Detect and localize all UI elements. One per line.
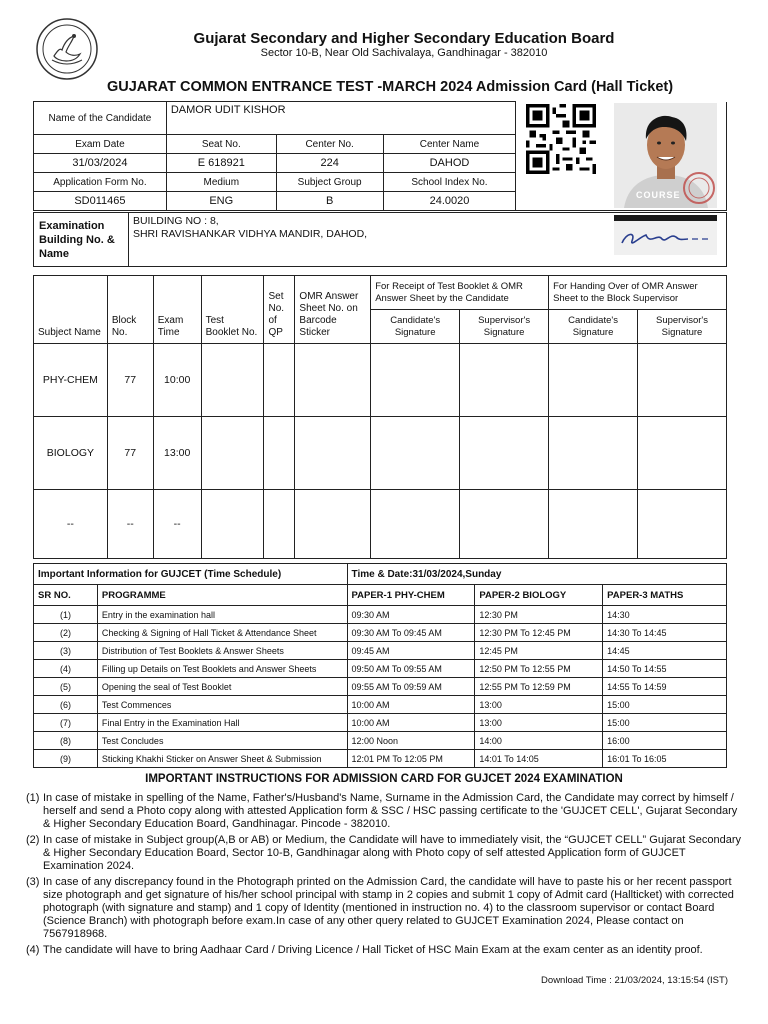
programme: Filling up Details on Test Booklets and Answer Sheets <box>97 660 347 678</box>
programme: Test Concludes <box>97 732 347 750</box>
table-row <box>34 678 727 696</box>
center-name: DAHOD <box>383 154 516 173</box>
sr: (8) <box>34 732 98 750</box>
sr: (1) <box>34 606 98 624</box>
row-booklet <box>201 490 264 559</box>
p1: 09:45 AM <box>347 642 475 660</box>
p1: 10:00 AM <box>347 714 475 732</box>
name-label: Name of the Candidate <box>34 102 167 135</box>
row-sig <box>460 417 549 490</box>
sr: (2) <box>34 624 98 642</box>
instruction-number: (4) <box>26 944 40 956</box>
p1: 09:30 AM <box>347 606 475 624</box>
programme: Final Entry in the Examination Hall <box>97 714 347 732</box>
row-sig <box>460 344 549 417</box>
table-row <box>34 696 727 714</box>
medium: ENG <box>166 192 276 211</box>
table-row <box>34 490 727 559</box>
p3: 15:00 <box>603 696 727 714</box>
exam-date: 31/03/2024 <box>34 154 167 173</box>
row-set <box>264 417 295 490</box>
photo-watermark: COURSE <box>636 190 681 200</box>
row-block: -- <box>107 490 153 559</box>
qr-code-icon <box>525 104 597 174</box>
row-sig <box>371 344 460 417</box>
col-paper2: PAPER-2 BIOLOGY <box>475 585 603 606</box>
col-programme: PROGRAMME <box>97 585 347 606</box>
row-set <box>264 490 295 559</box>
p1: 09:30 AM To 09:45 AM <box>347 624 475 642</box>
subject-group-label: Subject Group <box>276 173 383 192</box>
row-sig <box>371 490 460 559</box>
row-sig <box>637 490 726 559</box>
row-omr <box>295 417 371 490</box>
row-sig <box>549 344 638 417</box>
programme: Entry in the examination hall <box>97 606 347 624</box>
header <box>0 0 768 100</box>
row-time: 13:00 <box>153 417 201 490</box>
list-item <box>26 944 746 957</box>
instructions-list <box>26 792 746 960</box>
building-label: Examination Building No. & Name <box>34 213 129 267</box>
sr: (7) <box>34 714 98 732</box>
p1: 10:00 AM <box>347 696 475 714</box>
col-paper3: PAPER-3 MATHS <box>603 585 727 606</box>
row-sig <box>460 490 549 559</box>
programme: Opening the seal of Test Booklet <box>97 678 347 696</box>
receipt-header: For Receipt of Test Booklet & OMR Answer Sheet by the Candidate <box>371 276 549 310</box>
booklet-header: Test Booklet No. <box>201 276 264 344</box>
schedule-title: Important Information for GUJCET (Time Schedule) <box>34 564 348 585</box>
row-time: 10:00 <box>153 344 201 417</box>
table-row <box>34 417 727 490</box>
p3: 16:01 To 16:05 <box>603 750 727 768</box>
card-title: GUJARAT COMMON ENTRANCE TEST -MARCH 2024 Admission Card (Hall Ticket) <box>106 79 674 95</box>
row-subject: -- <box>34 490 108 559</box>
p1: 12:00 Noon <box>347 732 475 750</box>
row-sig <box>637 417 726 490</box>
signature-icon <box>614 215 717 255</box>
p3: 14:45 <box>603 642 727 660</box>
set-header: Set No. of QP <box>264 276 295 344</box>
time-header: Exam Time <box>153 276 201 344</box>
instruction-text: In case of mistake in Subject group(A,B or AB) or Medium, the Candidate will have to immediately visit, the “GUJCET CELL” Gujarat Secondary & Higher Secondary Education Board, Sector 10-B, Gandhinagar along with Photo copy of self attested Application form of GUJCET Examination 2024. <box>43 834 741 872</box>
table-row <box>34 606 727 624</box>
programme: Test Commences <box>97 696 347 714</box>
exam-date-label: Exam Date <box>34 135 167 154</box>
row-subject: BIOLOGY <box>34 417 108 490</box>
row-sig <box>549 417 638 490</box>
row-set <box>264 344 295 417</box>
p2: 14:00 <box>475 732 603 750</box>
handover-supervisor-sig-header: Supervisor's Signature <box>637 310 726 344</box>
p1: 09:55 AM To 09:59 AM <box>347 678 475 696</box>
row-booklet <box>201 344 264 417</box>
row-omr <box>295 490 371 559</box>
instruction-number: (2) <box>26 834 40 846</box>
center-name-label: Center Name <box>383 135 516 154</box>
subject-group: B <box>276 192 383 211</box>
medium-label: Medium <box>166 173 276 192</box>
instruction-number: (3) <box>26 876 40 888</box>
receipt-supervisor-sig-header: Supervisor's Signature <box>460 310 549 344</box>
handover-header: For Handing Over of OMR Answer Sheet to the Block Supervisor <box>549 276 727 310</box>
block-header: Block No. <box>107 276 153 344</box>
table-row <box>34 344 727 417</box>
schedule-table <box>33 563 727 768</box>
row-subject: PHY-CHEM <box>34 344 108 417</box>
p3: 15:00 <box>603 714 727 732</box>
p3: 14:30 To 14:45 <box>603 624 727 642</box>
instructions-title: IMPORTANT INSTRUCTIONS FOR ADMISSION CARD FOR GUJCET 2024 EXAMINATION <box>145 773 623 785</box>
building-line-1: BUILDING NO : 8, <box>132 215 219 227</box>
p2: 12:30 PM To 12:45 PM <box>475 624 603 642</box>
candidate-signature <box>614 215 717 255</box>
candidate-photo <box>614 103 717 208</box>
handover-candidate-sig-header: Candidate's Signature <box>549 310 638 344</box>
list-item <box>26 876 746 941</box>
board-name: Gujarat Secondary and Higher Secondary Education Board <box>193 30 615 47</box>
p2: 12:55 PM To 12:59 PM <box>475 678 603 696</box>
p2: 12:50 PM To 12:55 PM <box>475 660 603 678</box>
row-block: 77 <box>107 417 153 490</box>
school-index-label: School Index No. <box>383 173 516 192</box>
table-row <box>34 642 727 660</box>
table-row <box>34 624 727 642</box>
board-address: Sector 10-B, Near Old Sachivalaya, Gandhinagar - 382010 <box>260 47 548 59</box>
p3: 14:55 To 14:59 <box>603 678 727 696</box>
p1: 09:50 AM To 09:55 AM <box>347 660 475 678</box>
row-booklet <box>201 417 264 490</box>
list-item <box>26 792 746 831</box>
list-item <box>26 834 746 873</box>
row-block: 77 <box>107 344 153 417</box>
app-form-label: Application Form No. <box>34 173 167 192</box>
center-no: 224 <box>276 154 383 173</box>
table-row <box>34 714 727 732</box>
instruction-text: The candidate will have to bring Aadhaar Card / Driving Licence / Hall Ticket of HSC Main Exam at the exam center as an identity proof. <box>43 944 703 956</box>
school-index: 24.0020 <box>383 192 516 211</box>
candidate-name: DAMOR UDIT KISHOR <box>166 102 516 135</box>
subjects-table <box>33 275 727 559</box>
p1: 12:01 PM To 12:05 PM <box>347 750 475 768</box>
col-paper1: PAPER-1 PHY-CHEM <box>347 585 475 606</box>
row-time: -- <box>153 490 201 559</box>
instruction-text: In case of mistake in spelling of the Name, Father's/Husband's Name, Surname in the Admission Card, the Candidate may correct by himself / herself and send a Photo copy along with attested Application form & SSC / HSC passing certificate to the 'GUJCET CELL', Gujarat Secondary & Higher Secondary Education Board, Gandhinagar. Pincode - 382010. <box>43 792 738 830</box>
p2: 13:00 <box>475 696 603 714</box>
app-form: SD011465 <box>34 192 167 211</box>
row-omr <box>295 344 371 417</box>
instruction-number: (1) <box>26 792 40 804</box>
programme: Sticking Khakhi Sticker on Answer Sheet & Submission <box>97 750 347 768</box>
p3: 16:00 <box>603 732 727 750</box>
subject-header: Subject Name <box>34 276 108 344</box>
p2: 12:30 PM <box>475 606 603 624</box>
p2: 12:45 PM <box>475 642 603 660</box>
programme: Distribution of Test Booklets & Answer Sheets <box>97 642 347 660</box>
schedule-datetime: Time & Date:31/03/2024,Sunday <box>347 564 726 585</box>
row-sig <box>637 344 726 417</box>
seat-no: E 618921 <box>166 154 276 173</box>
seat-no-label: Seat No. <box>166 135 276 154</box>
sr: (9) <box>34 750 98 768</box>
omr-header: OMR Answer Sheet No. on Barcode Sticker <box>295 276 371 344</box>
instruction-text: In case of any discrepancy found in the Photograph printed on the Admission Card, the candidate will have to paste his or her recent passport size photograph and get signature of his/her school principal with stamp in 2 copies and submit 1 copy of Admit card (Hallticket) with corrected photograph (with signature and stamp) and 1 copy of Identity (mentioned in instruction no. 4) to the classroom supervisor or contact Board (Science Branch) with photograph before exam.In case of any other query related to GUJCET Examination 2024, Please contact on 7567918968. <box>43 876 734 940</box>
center-no-label: Center No. <box>276 135 383 154</box>
table-row <box>34 750 727 768</box>
p2: 14:01 To 14:05 <box>475 750 603 768</box>
sr: (5) <box>34 678 98 696</box>
programme: Checking & Signing of Hall Ticket & Attendance Sheet <box>97 624 347 642</box>
sr: (3) <box>34 642 98 660</box>
sr: (6) <box>34 696 98 714</box>
row-sig <box>549 490 638 559</box>
p3: 14:50 To 14:55 <box>603 660 727 678</box>
table-row <box>34 660 727 678</box>
p2: 13:00 <box>475 714 603 732</box>
col-sr: SR NO. <box>34 585 98 606</box>
download-time: Download Time : 21/03/2024, 13:15:54 (IST) <box>541 975 728 986</box>
receipt-candidate-sig-header: Candidate's Signature <box>371 310 460 344</box>
row-sig <box>371 417 460 490</box>
table-row <box>34 732 727 750</box>
building-line-2: SHRI RAVISHANKAR VIDHYA MANDIR, DAHOD, <box>132 228 368 240</box>
p3: 14:30 <box>603 606 727 624</box>
sr: (4) <box>34 660 98 678</box>
